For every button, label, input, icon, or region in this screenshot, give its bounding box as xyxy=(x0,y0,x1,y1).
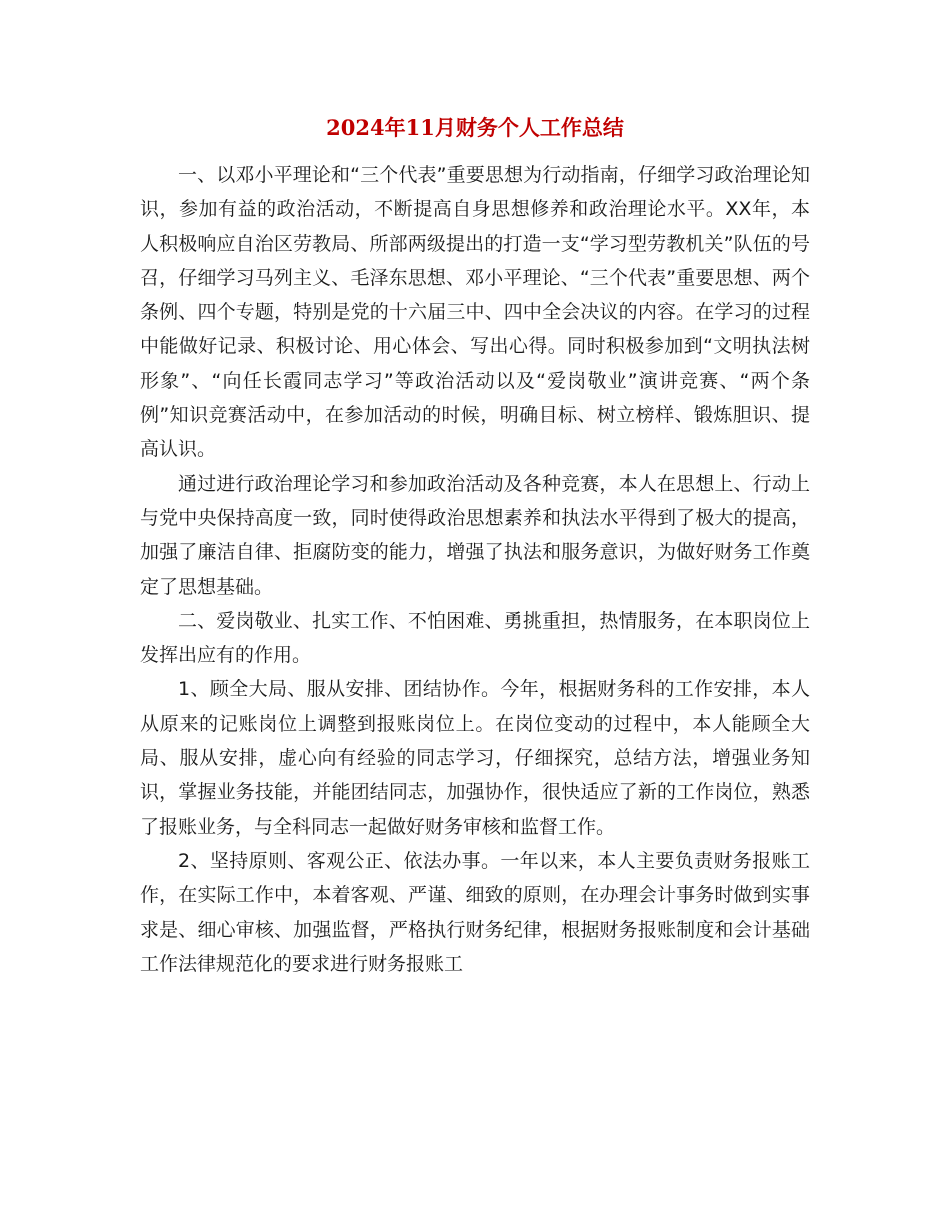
document-body xyxy=(140,158,810,981)
paragraph-item-one: 1、顾全大局、服从安排、团结协作。今年，根据财务科的工作安排，本人从原来的记账岗位上调整到报账岗位上。在岗位变动的过程中，本人能顾全大局、服从安排，虚心向有经验的同志学习，仔细探究，总结方法，增强业务知识，掌握业务技能，并能团结同志，加强协作，很快适应了新的工作岗位，熟悉了报账业务，与全科同志一起做好财务审核和监督工作。 xyxy=(140,678,810,838)
paragraph-item-two: 2、坚持原则、客观公正、依法办事。一年以来，本人主要负责财务报账工作，在实际工作中，本着客观、严谨、细致的原则，在办理会计事务时做到实事求是、细心审核、加强监督，严格执行财务纪律，根据财务报账制度和会计基础工作法律规范化的要求进行财务报账工 xyxy=(140,849,810,975)
paragraph-political-study: 一、以邓小平理论和“三个代表”重要思想为行动指南，仔细学习政治理论知识，参加有益的政治活动，不断提高自身思想修养和政治理论水平。XX年，本人积极响应自治区劳教局、所部两级提出的打造一支“学习型劳教机关”队伍的号召，仔细学习马列主义、毛泽东思想、邓小平理论、“三个代表”重要思想、两个条例、四个专题，特别是党的十六届三中、四中全会决议的内容。在学习的过程中能做好记录、积极讨论、用心体会、写出心得。同时积极参加到“文明执法树形象”、“向任长霞同志学习”等政治活动以及“爱岗敬业”演讲竞赛、“两个条例”知识竞赛活动中，在参加活动的时候，明确目标、树立榜样、锻炼胆识、提高认识。 xyxy=(140,164,810,461)
paragraph-study-results: 通过进行政治理论学习和参加政治活动及各种竞赛，本人在思想上、行动上与党中央保持高度一致，同时使得政治思想素养和执法水平得到了极大的提高，加强了廉洁自律、拒腐防变的能力，增强了执法和服务意识，为做好财务工作奠定了思想基础。 xyxy=(140,472,810,598)
document-title: 2024年11月财务个人工作总结 xyxy=(326,115,624,140)
paragraph-section-two-heading: 二、爱岗敬业、扎实工作、不怕困难、勇挑重担，热情服务，在本职岗位上发挥出应有的作用。 xyxy=(140,609,810,667)
